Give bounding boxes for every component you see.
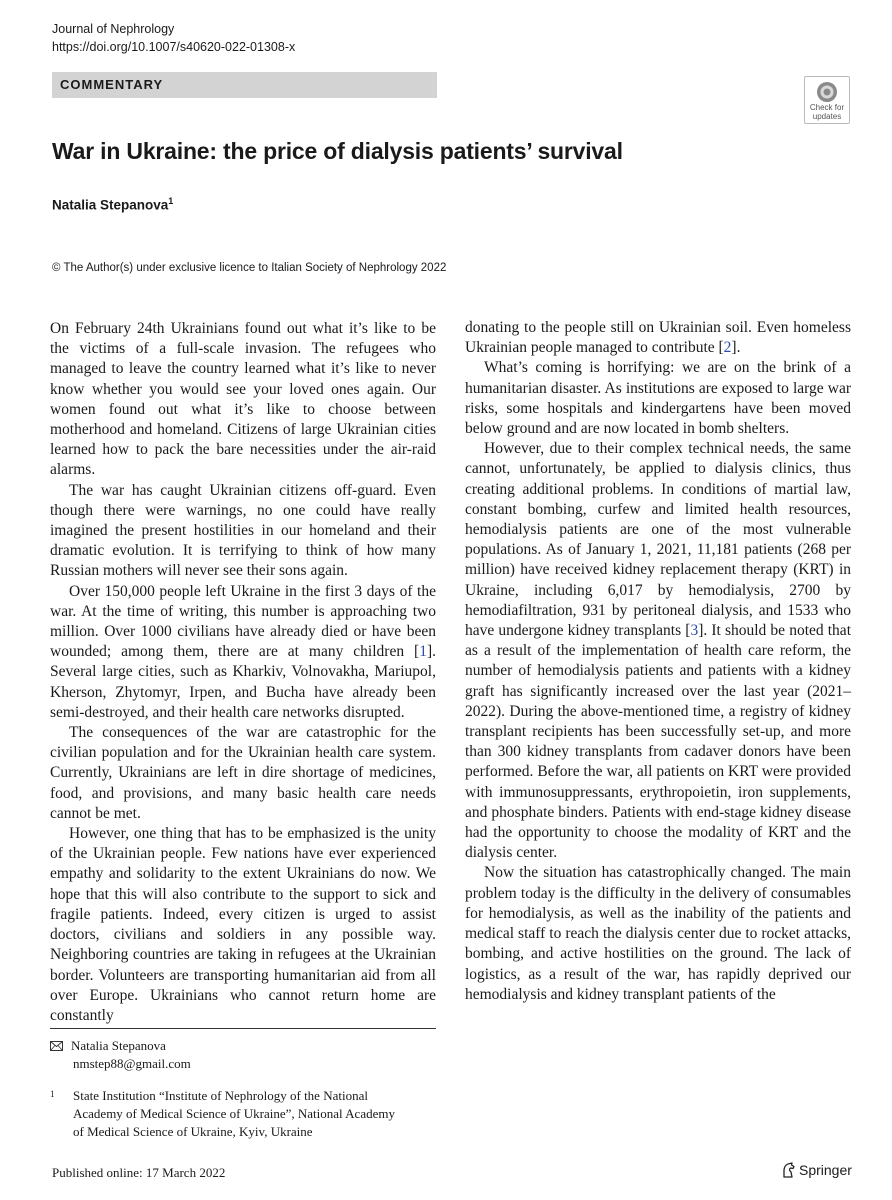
citation-link[interactable]: 3 <box>690 622 699 640</box>
paragraph: However, one thing that has to be emphasized is the unity of the Ukrainian people. Few nations have ever experienced empathy and solidarity to the extent Ukrainians do now. We hope that this will also contribute to the support to sick and fragile patients. Indeed, every citizen is urged to assist doctors, civilians and soldiers in any possible way. Neighboring countries are taking in refugees at the Ukrainian border. Volunteers are transporting humanitarian aid from all over Europe. Ukrainians who cannot return home are constantly <box>50 825 436 1024</box>
section-label: COMMENTARY <box>52 72 437 98</box>
paragraph: donating to the people still on Ukrainian soil. Even homeless Ukrainian people managed to contribute [2]. <box>465 319 851 357</box>
paragraph: Now the situation has catastrophically changed. The main problem today is the difficulty in the delivery of consumables for hemodialysis, as well as the inability of the patients and medical staff to reach the dialysis center due to rocket attacks, bombing, and active hostilities on the ground. The lack of logistics, as a result of the war, has rapidly deprived our hemodialysis and kidney transplant patients of the <box>465 864 851 1003</box>
author-affiliation-marker: 1 <box>168 196 174 206</box>
paragraph: What’s coming is horrifying: we are on the brink of a humanitarian disaster. As institutions are exposed to large war risks, some hospitals and kindergartens have been moved below ground and are now located in bomb shelters. <box>465 359 851 438</box>
article-title: War in Ukraine: the price of dialysis patients’ survival <box>52 138 623 164</box>
body-column-left <box>50 319 436 1026</box>
check-for-updates-badge[interactable] <box>804 76 850 124</box>
contact-email[interactable]: nmstep88@gmail.com <box>73 1056 191 1071</box>
paragraph: However, due to their complex technical needs, the same cannot, unfortunately, be applied to dialysis clinics, thus creating additional problems. In conditions of martial law, constant bombing, curfew and limited health resources, hemodialysis patients are one of the most vulnerable populations. As of January 1, 2021, 11,181 patients (268 per million) have received kidney replacement therapy (KRT) in Ukraine, including 6,017 by hemodialysis, 2700 by hemodiafiltration, 931 by peritoneal dialysis, and 1533 who have undergone kidney transplants [3]. It should be noted that as a result of the implementation of health care reform, the number of hemodialysis patients and patients with a kidney graft has significantly increased over the last year (2021–2022). During the above-mentioned time, a registry of kidney transplant recipients has been successfully set-up, and more than 300 kidney transplants from cadaver donors have been performed. Before the war, all patients on KRT were provided with immunosuppressants, erythropoietin, iron supplements, and phosphate binders. Patients with end-stage kidney disease had the opportunity to choose the modality of KRT and the dialysis center. <box>465 440 851 862</box>
copyright-notice: © The Author(s) under exclusive licence to Italian Society of Nephrology 2022 <box>52 262 447 274</box>
contact-name: Natalia Stepanova <box>71 1038 166 1053</box>
paragraph: The war has caught Ukrainian citizens off-guard. Even though there were warnings, no one could have really imagined the present hostilities in our homeland and their dramatic evolution. It is terrifying to think of how many Russian mothers will never see their sons again. <box>50 481 436 580</box>
citation-link[interactable]: 1 <box>419 643 427 661</box>
citation-link[interactable]: 2 <box>723 339 732 357</box>
affiliation-footnote <box>50 1087 403 1141</box>
envelope-icon <box>50 1041 63 1051</box>
journal-header <box>52 20 295 56</box>
footnote-divider <box>50 1028 436 1029</box>
affiliation-text: State Institution “Institute of Nephrology of the National Academy of Medical Science of Ukraine”, National Academy of Medical Science of Ukraine, Kyiv, Ukraine <box>73 1088 395 1139</box>
badge-line-2: updates <box>812 112 842 121</box>
affiliation-number: 1 <box>50 1089 55 1099</box>
badge-line-1: Check for <box>809 103 845 112</box>
paragraph: On February 24th Ukrainians found out what it’s like to be the victims of a full-scale invasion. The refugees who managed to leave the country learned what it’s like to never know whether you would see your loved ones again. Our women found out what it’s like to choose between motherhood and homeland. Citizens of large Ukrainian cities learned how to pack the bare necessities under the air-raid alarms. <box>50 320 436 479</box>
author-line <box>52 196 173 213</box>
corresponding-author <box>50 1037 191 1073</box>
check-for-updates-icon <box>816 81 838 103</box>
paragraph: Over 150,000 people left Ukraine in the first 3 days of the war. At the time of writing, this number is approaching two million. Over 1000 civilians have already died or have been wounded; among them, there are at many children [1]. Several large cities, such as Kharkiv, Volnovakha, Mariupol, Kherson, Zhytomyr, Irpen, and Bucha have already been semi-destroyed, and their health care networks disrupted. <box>50 582 436 721</box>
publisher-name: Springer <box>799 1162 852 1178</box>
author-name: Natalia Stepanova <box>52 197 169 213</box>
body-column-right <box>465 318 851 1005</box>
publication-date: Published online: 17 March 2022 <box>52 1165 226 1180</box>
doi-link[interactable]: https://doi.org/10.1007/s40620-022-01308-x <box>52 40 296 54</box>
publisher-logo <box>781 1162 852 1178</box>
paragraph: The consequences of the war are catastrophic for the civilian population and for the Ukrainian health care system. Currently, Ukrainians are left in dire shortage of medicines, food, and provisions, and many basic health care needs cannot be met. <box>50 724 436 822</box>
journal-name: Journal of Nephrology <box>52 22 175 36</box>
springer-horse-icon <box>781 1162 796 1178</box>
